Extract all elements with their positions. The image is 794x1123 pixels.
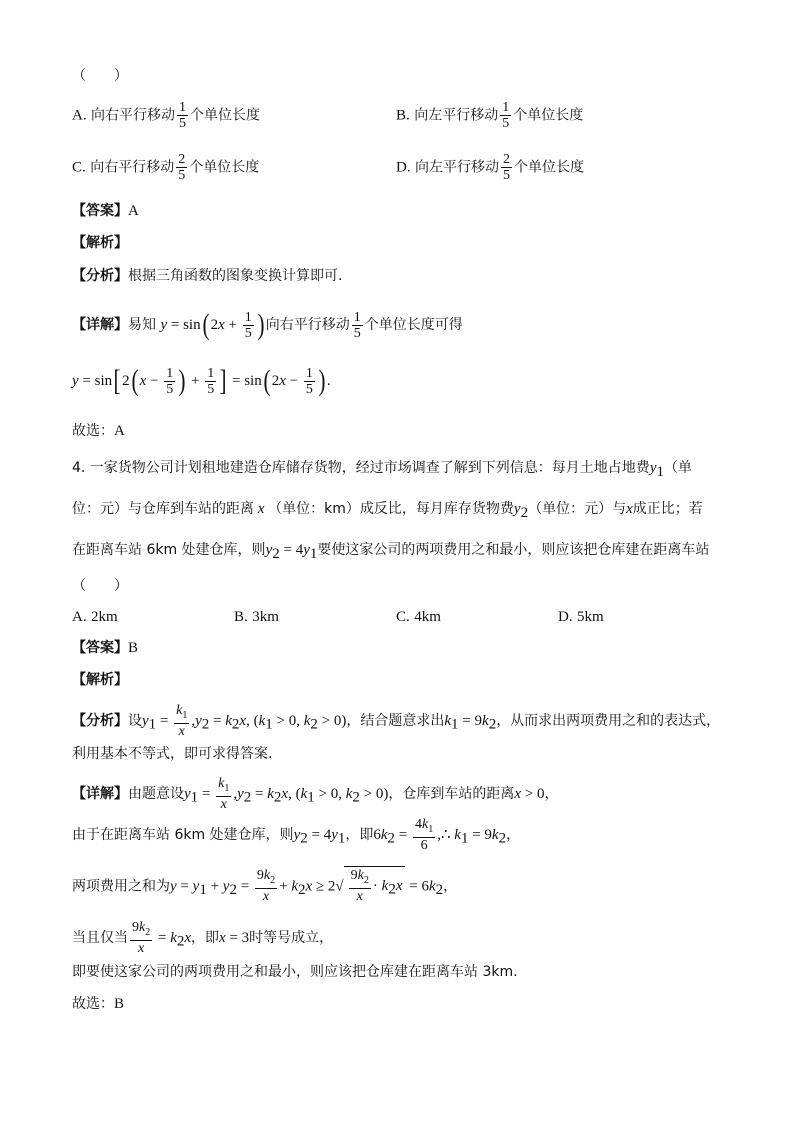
q4-option-c[interactable]: C. 4km bbox=[396, 609, 441, 625]
q4-option-d[interactable]: D. 5km bbox=[558, 609, 604, 625]
q4-fenxi-line-2: 利用基本不等式，即可求得答案. bbox=[72, 746, 273, 762]
q3-choose: 故选：A bbox=[72, 423, 125, 439]
q4-option-b[interactable]: B. 3km bbox=[234, 609, 279, 625]
q3-option-c[interactable]: C. 向右平行移动 $\frac{2}{5}$ 个单位长度 bbox=[72, 152, 260, 183]
q4-detail-line-5: 即要使这家公司的两项费用之和最小，则应该把仓库建在距离车站 3km. bbox=[72, 964, 518, 980]
q3-fenxi: 【分析】根据三角函数的图象变换计算即可. bbox=[72, 268, 343, 284]
q4-answer: 【答案】B bbox=[72, 640, 139, 656]
q3-option-b[interactable]: B. 向左平行移动 $\frac{1}{5}$ 个单位长度 bbox=[396, 100, 584, 131]
q4-paren: （ ） bbox=[72, 578, 128, 594]
q3-option-d[interactable]: D. 向左平行移动 $\frac{2}{5}$ 个单位长度 bbox=[396, 152, 585, 183]
q4-stem-line-1: 4. 一家货物公司计划租地建造仓库储存货物，经过市场调查了解到下列信息：每月土地占地费$y_1$（单 bbox=[72, 460, 692, 480]
fraction: $\frac{1}{5}$ bbox=[179, 100, 187, 131]
q4-choose: 故选：B bbox=[72, 996, 125, 1012]
q3-detail-line: 【详解】易知 y = sin( 2x + $\frac{1}{5}$ ) 向右平行移动 $\frac{1}{5}$ 个单位长度可得 bbox=[72, 308, 463, 341]
q3-answer: 【答案】A bbox=[72, 203, 139, 219]
fraction: $\frac{2}{5}$ bbox=[503, 152, 511, 183]
q4-option-a[interactable]: A. 2km bbox=[72, 609, 118, 625]
q4-detail-line-3: 两项费用之和为$y = y_1 + y_2$ = $\frac{9k_2}{x}$ + $k_2x \ge 2√$ $\frac{9k_2}{x}$ · $k_2x = 6k_2$， bbox=[72, 866, 457, 907]
q4-detail-line-2: 由于在距离车站 6km 处建仓库，则$y_2 = 4y_1$，即$6k_2$ = $\frac{4k_1}{6}$ ,∴ $k_1 = 9k_2$， bbox=[72, 817, 521, 853]
q3-analysis-heading: 【解析】 bbox=[72, 235, 128, 251]
q4-detail-line-1: 【详解】由题意设$y_1$ = $\frac{k_1}{x}$ $,y_2 = k_2x$, ($k_1 > 0$, $k_2 > 0$)，仓库到车站的距离x > 0， bbox=[72, 776, 559, 812]
q3-paren: （ ） bbox=[72, 68, 128, 84]
fraction: $\frac{1}{5}$ bbox=[502, 100, 510, 131]
q3-derivation: y = sin[ 2( x − $\frac{1}{5}$ ) + $\frac{1}{5}$ ] = sin( 2x − $\frac{1}{5}$ ) . bbox=[72, 364, 331, 397]
q4-fenxi-line-1: 【分析】设$y_1$ = $\frac{k_1}{x}$ $,y_2 = k_2x$, ($k_1 > 0$, $k_2 > 0$)，结合题意求出$k_1 = 9k_2$，从而求出两项费用之和的表达式， bbox=[72, 703, 721, 739]
q4-stem-line-2: 位：元）与仓库到车站的距离 x （单位：km）成反比，每月库存货物费$y_2$（单位：元）与x成正比；若 bbox=[72, 501, 703, 521]
q4-analysis-heading: 【解析】 bbox=[72, 672, 128, 688]
q4-detail-line-4: 当且仅当 $\frac{9k_2}{x}$ = $k_2x$，即x = 3时等号成立， bbox=[72, 920, 334, 956]
fraction: $\frac{2}{5}$ bbox=[178, 152, 186, 183]
q4-stem-line-3: 在距离车站 6km 处建仓库，则$y_2 = 4y_1$要使这家公司的两项费用之和最小，则应该把仓库建在距离车站 bbox=[72, 542, 710, 562]
q3-option-a[interactable]: A. 向右平行移动 $\frac{1}{5}$ 个单位长度 bbox=[72, 100, 261, 131]
